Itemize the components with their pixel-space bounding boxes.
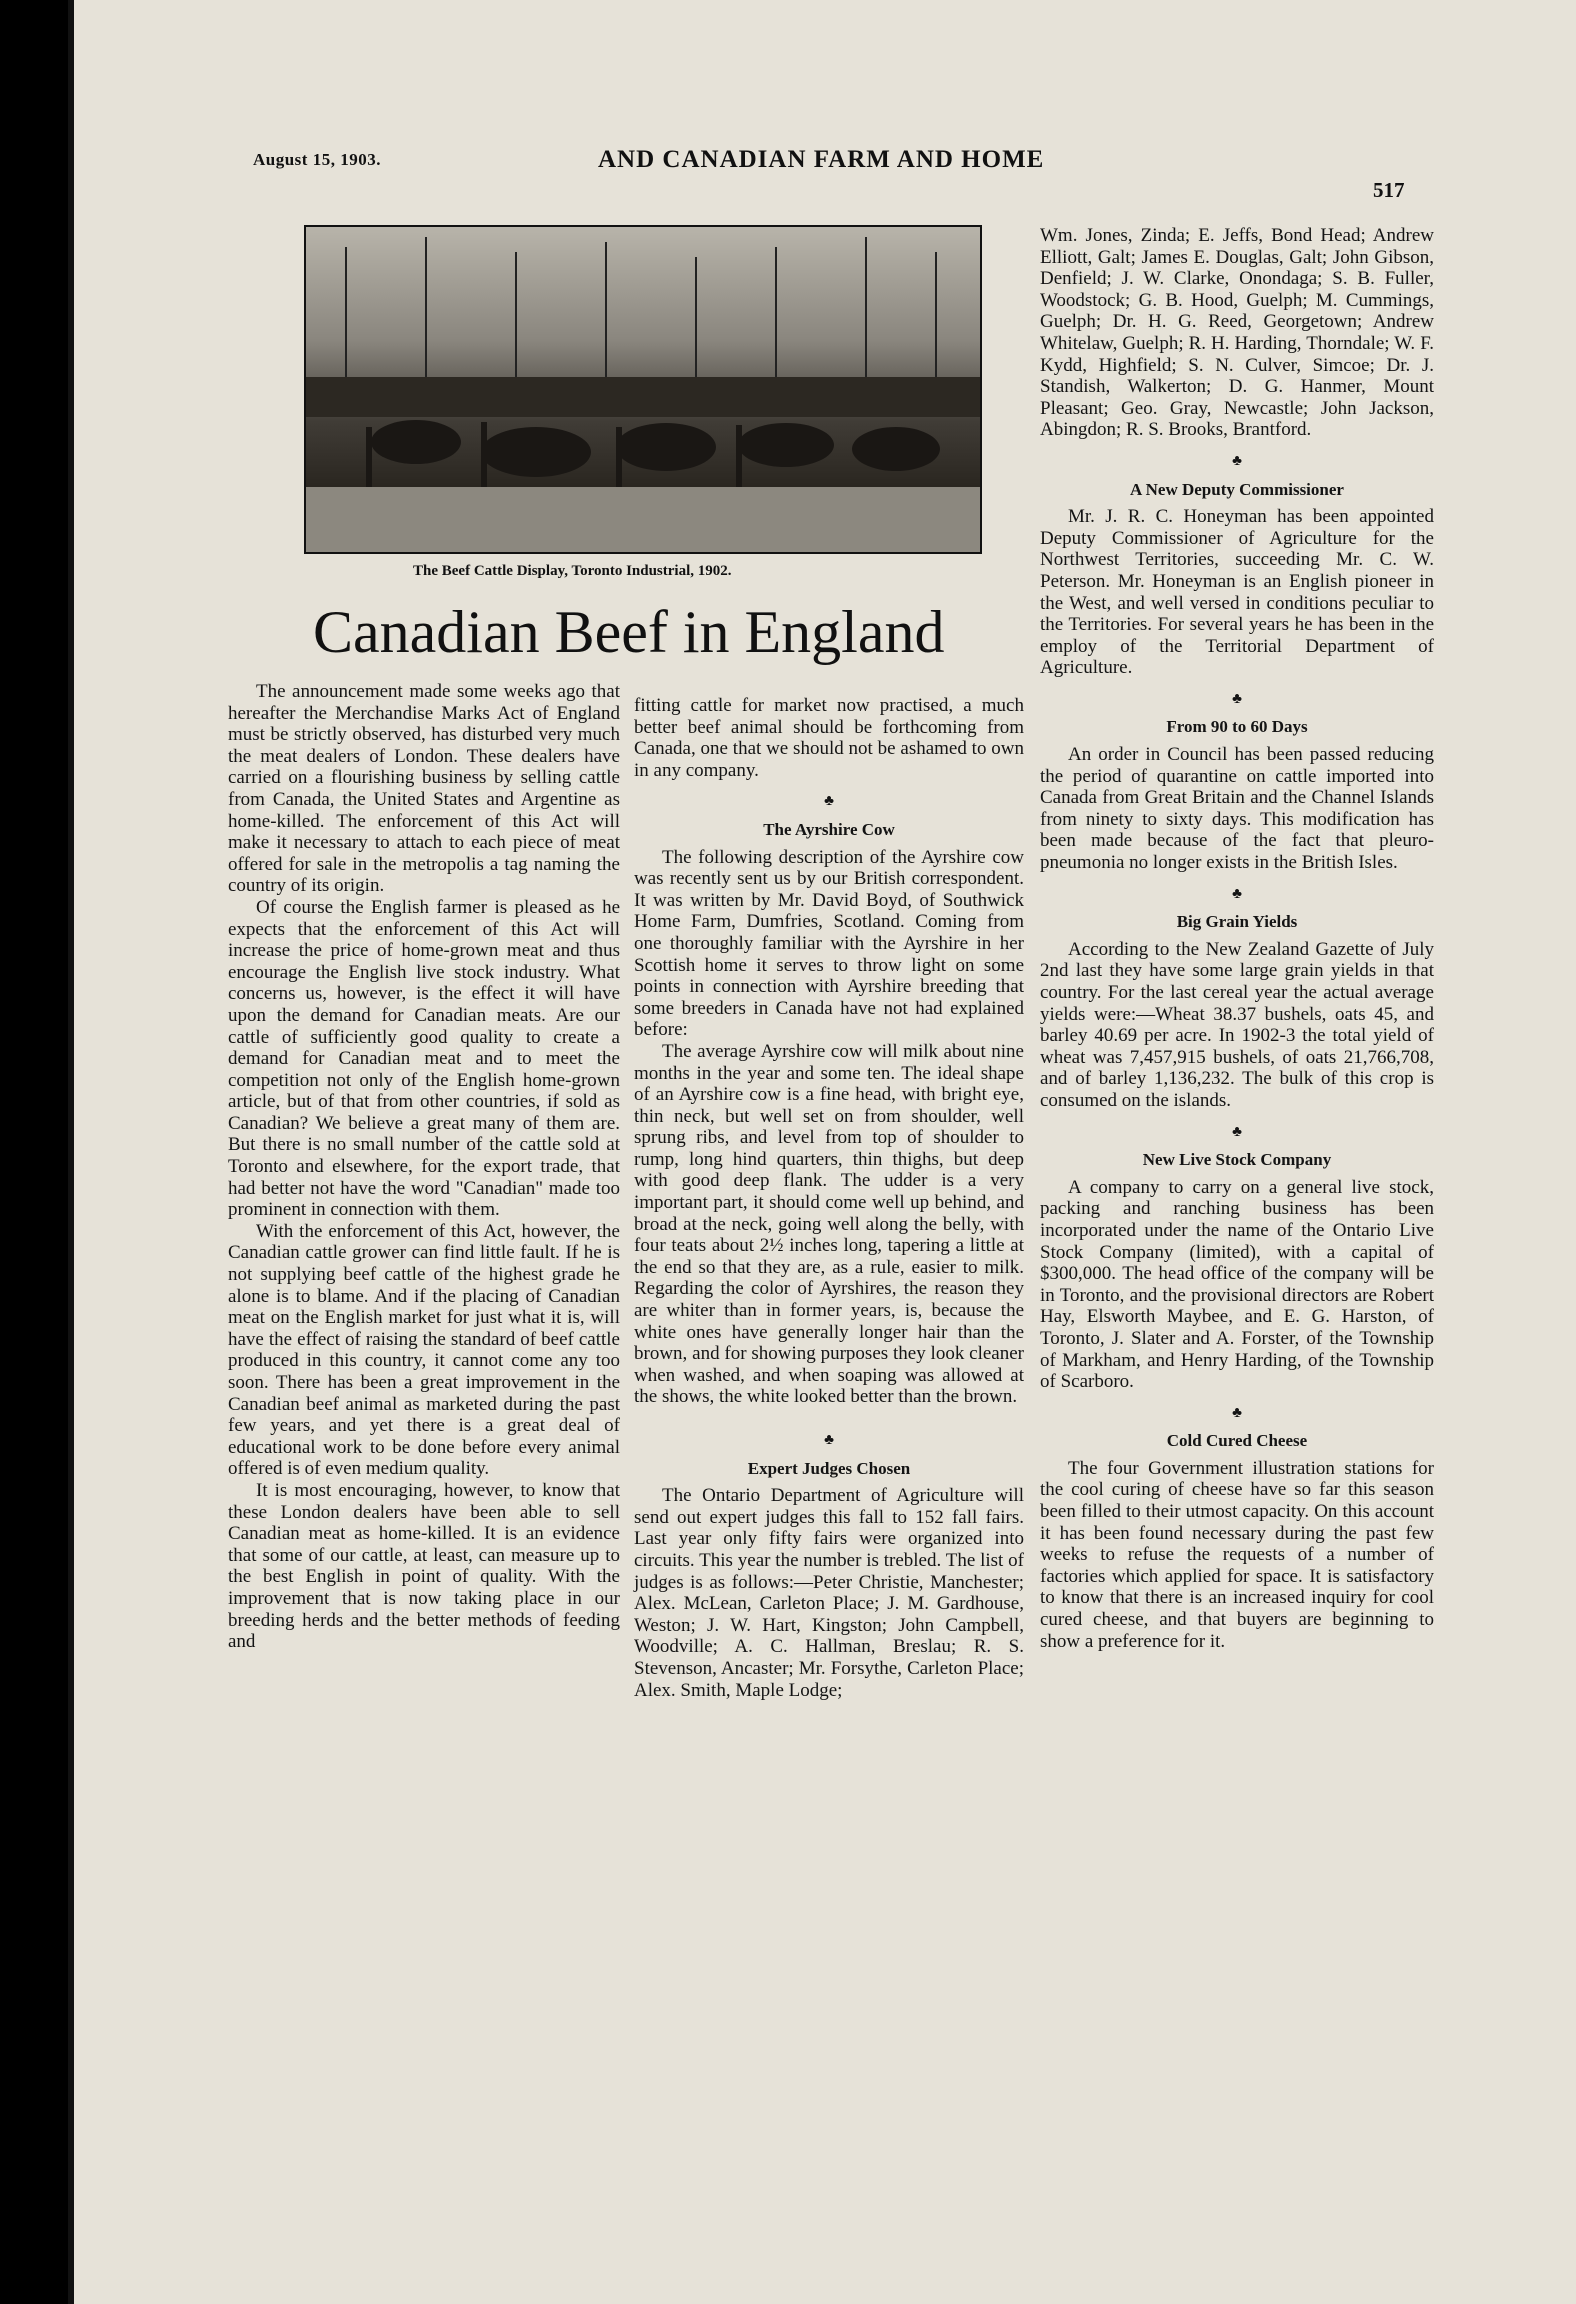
company-paragraph: A company to carry on a general live stock, packing and ranching business has been incorporated under the name of the Ontario Live Stock Company (limited), with a capital of $300,000. The head office of the company will be in Toronto, and the provisional directors are Robert Hay, Elsworth Maybee, and E. G. Harston, of Toronto, J. Slater and A. Forster, of the Township of Markham, and Henry Harding, of the Township of Scarboro.: [1040, 1176, 1434, 1393]
deputy-paragraph: Mr. J. R. C. Honeyman has been appointed Deputy Commissioner of Agriculture for the Northwest Territories, succeeding Mr. C. W. Peterson. Mr. Honeyman is an English pioneer in the West, and well versed in conditions peculiar to the Territories. For several years he has been in the employ of the Territorial Department of Agriculture.: [1040, 506, 1434, 679]
section-title-cheese: Cold Cured Cheese: [1166, 1431, 1308, 1451]
column-3: [1040, 225, 1434, 1652]
photo-caption: The Beef Cattle Display, Toronto Industrial, 1902.: [413, 563, 732, 579]
ornament-icon: ♣: [1232, 1404, 1242, 1421]
ayrshire-paragraph: The average Ayrshire cow will milk about nine months in the year and some ten. The ideal shape of an Ayrshire cow is a fine head, with bright eye, thin neck, but well set on from shoulder, well sprung ribs, and level from top of shoulder to rump, long hind quarters, thin thighs, but deep with good deep flank. The udder is a very important part, it should come well up behind, and broad at the neck, going well along the belly, with four teats about 2½ inches long, tapering a little at the end so that they are, as a rule, easier to milk. Regarding the color of Ayrshires, the reason they are whiter than in former years, is, because the white ones have generally longer hair than the brown, and for showing purposes they look cleaner when washed, and when soaping was allowed at the shows, the white looked better than the brown.: [634, 1040, 1024, 1408]
photo-scene: [306, 227, 980, 552]
col1-paragraph: The announcement made some weeks ago that hereafter the Merchandise Marks Act of England must be strictly observed, has disturbed very much the meat dealers of London. These dealers have carried on a flourishing business by selling cattle from Canada, the United States and Argentine as home-killed. The enforcement of this Act will make it necessary to attach to each piece of meat offered for sale in the metropolis a tag naming the country of its origin.: [228, 681, 620, 897]
col2-continuation: fitting cattle for market now practised, a much better beef animal should be forthcoming from Canada, one that we should not be ashamed to own in any company.: [634, 695, 1024, 781]
header-date: August 15, 1903.: [253, 150, 381, 169]
section-title-quarantine: From 90 to 60 Days: [1166, 717, 1308, 737]
cheese-paragraph: The four Government illustration stations for the cool curing of cheese have so far this season been filled to their utmost capacity. On this account it has been found necessary during the past few weeks to refuse the requests of a number of factories which applied for space. It is satisfactory to know that there is an increased inquiry for cool cured cheese, and that buyers are beginning to show a preference for it.: [1040, 1457, 1434, 1652]
column-2: [634, 695, 1024, 1701]
ornament-icon: ♣: [1232, 690, 1242, 707]
page-number: 517: [1373, 178, 1405, 202]
col1-paragraph: With the enforcement of this Act, however, the Canadian cattle grower can find little fault. If he is not supplying beef cattle of the highest grade he alone is to blame. And if the placing of Canadian meat on the English market for just what it is, will have the effect of raising the standard of beef cattle produced in this country, it cannot come any too soon. There has been a great improvement in the Canadian beef animal as marketed during the past few years, and yet there is a great deal of educational work to be done before every animal offered is of even medium quality.: [228, 1220, 620, 1480]
column-1: [228, 681, 620, 1653]
ornament-icon: ♣: [824, 793, 834, 810]
ayrshire-paragraph: The following description of the Ayrshire cow was recently sent us by our British correspondent. It was written by Mr. David Boyd, of Southwick Home Farm, Dumfries, Scotland. Coming from one thoroughly familiar with the Ayrshire in her Scottish home it serves to throw light on some points in connection with Ayrshire breeding that some breeders in Canada have not had explained before:: [634, 846, 1024, 1041]
section-title-judges: Expert Judges Chosen: [747, 1458, 911, 1478]
ornament-icon: ♣: [1232, 885, 1242, 902]
col1-paragraph: It is most encouraging, however, to know that these London dealers have been able to sell Canadian meat as home-killed. It is an evidence that some of our cattle, at least, can measure up to the best English in point of quality. With the improvement that is now taking place in our breeding herds and the better methods of feeding and: [228, 1479, 620, 1653]
quarantine-paragraph: An order in Council has been passed reducing the period of quarantine on cattle imported into Canada from Great Britain and the Channel Islands from ninety to sixty days. This modification has been made because of the fact that pleuro-pneumonia no longer exists in the British Isles.: [1040, 744, 1434, 874]
page-edge-shadow: [68, 0, 74, 2304]
section-title-deputy: A New Deputy Commissioner: [1130, 479, 1344, 499]
col1-paragraph: Of course the English farmer is pleased as he expects that the enforcement of this Act will increase the price of home-grown meat and thus encourage the English live stock industry. What concerns us, however, is the effect it will have upon the demand for Canadian meats. Are our cattle of sufficiently good quality to create a demand for Canadian meat and to meet the competition not only of the English home-grown article, but of that from other countries, if sold as Canadian? We believe a great many of them are. But there is no small number of the cattle sold at Toronto and elsewhere, for the export trade, that had better not have the word "Canadian" made too prominent in connection with them.: [228, 896, 620, 1221]
ornament-icon: ♣: [824, 1432, 834, 1448]
ornament-icon: ♣: [1232, 1123, 1242, 1140]
col3-continuation: Wm. Jones, Zinda; E. Jeffs, Bond Head; Andrew Elliott, Galt; James E. Douglas, Galt; John Gibson, Denfield; J. W. Clarke, Onondaga; S. B. Fuller, Woodstock; G. B. Hood, Guelph; M. Cummings, Guelph; Dr. H. G. Reed, Georgetown; Andrew Whitelaw, Guelph; R. H. Harding, Thorndale; W. F. Kydd, Highfield; S. N. Culver, Simcoe; Dr. J. Standish, Walkerton; D. G. Hanmer, Mount Pleasant; Geo. Gray, Newcastle; John Jackson, Abingdon; R. S. Brooks, Brantford.: [1040, 225, 1434, 441]
grain-paragraph: According to the New Zealand Gazette of July 2nd last they have some large grain yields in that country. For the last cereal year the actual average yields were:—Wheat 38.37 bushels, oats 45, and barley 40.69 per acre. In 1902-3 the total yield of wheat was 7,457,915 bushels, of oats 21,766,708, and of barley 1,136,232. The bulk of this crop is consumed on the islands.: [1040, 938, 1434, 1111]
cattle-display-photo: [304, 225, 982, 554]
magazine-page: [68, 0, 1576, 2304]
ornament-icon: ♣: [1232, 452, 1242, 469]
running-header: [68, 146, 1576, 202]
section-title-company: New Live Stock Company: [1142, 1150, 1332, 1170]
article-headline: Canadian Beef in England: [313, 599, 945, 665]
section-title-grain: Big Grain Yields: [1176, 912, 1298, 932]
judges-paragraph: The Ontario Department of Agriculture will send out expert judges this fall to 152 fall fairs. Last year only fifty fairs were organized into circuits. This year the number is trebled. The list of judges is as follows:—Peter Christie, Manchester; Alex. McLean, Carleton Place; J. M. Gardhouse, Weston; J. W. Hart, Kingston; John Campbell, Woodville; A. C. Hallman, Breslau; R. S. Stevenson, Ancaster; Mr. Forsythe, Carleton Place; Alex. Smith, Maple Lodge;: [634, 1485, 1024, 1701]
section-title-ayrshire: The Ayrshire Cow: [763, 819, 895, 839]
header-title: AND CANADIAN FARM AND HOME: [598, 146, 1045, 173]
